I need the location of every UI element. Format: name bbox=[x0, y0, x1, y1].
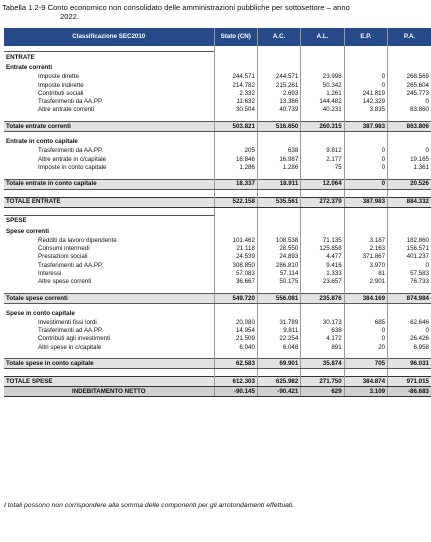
row-value-ep bbox=[344, 114, 387, 122]
row-value-al: 71.135 bbox=[301, 237, 344, 245]
row-value-pa: 62.646 bbox=[388, 319, 431, 327]
table-row bbox=[4, 269, 431, 277]
row-label: Interessi bbox=[38, 269, 62, 277]
row-value-ac bbox=[257, 227, 300, 237]
row-value-pa bbox=[388, 351, 431, 359]
row-value-pa: 884.332 bbox=[388, 197, 431, 207]
table-row bbox=[4, 172, 431, 180]
row-label: Totale spese correnti bbox=[4, 293, 214, 303]
row-value-ac bbox=[257, 172, 300, 180]
row-label: Imposte in conto capitale bbox=[38, 163, 107, 171]
table-row bbox=[4, 309, 431, 319]
row-label: Entrate correnti bbox=[6, 64, 53, 72]
row-value-stato: 14.954 bbox=[214, 327, 257, 335]
row-label: Contributi agli investimenti bbox=[38, 335, 111, 343]
table-row bbox=[4, 343, 431, 351]
table-row bbox=[4, 261, 431, 269]
row-value-ep: 0 bbox=[344, 147, 387, 155]
row-value-pa: 971.015 bbox=[388, 377, 431, 387]
table-row bbox=[4, 163, 431, 171]
row-label: Totale entrate correnti bbox=[4, 121, 214, 131]
row-label: Spese in conto capitale bbox=[6, 310, 75, 318]
row-value-ep bbox=[344, 351, 387, 359]
row-value-stato: 503.821 bbox=[214, 121, 257, 131]
row-value-stato: 57.083 bbox=[214, 269, 257, 277]
row-value-ac: 6.048 bbox=[257, 343, 300, 351]
row-value-stato: 101.462 bbox=[214, 237, 257, 245]
table-header-row bbox=[4, 28, 431, 46]
table-row bbox=[4, 73, 431, 81]
row-value-ep: 3.187 bbox=[344, 237, 387, 245]
row-label: Imposte indirette bbox=[38, 81, 84, 89]
row-value-pa: 96.031 bbox=[388, 359, 431, 369]
table-row bbox=[4, 98, 431, 106]
row-value-pa: 863.806 bbox=[388, 121, 431, 131]
table-row bbox=[4, 253, 431, 261]
row-value-pa: 0 bbox=[388, 261, 431, 269]
row-value-stato: 1.286 bbox=[214, 163, 257, 171]
row-value-stato: 244.571 bbox=[214, 73, 257, 81]
row-value-al: 23.998 bbox=[301, 73, 344, 81]
row-value-stato bbox=[214, 172, 257, 180]
table-row bbox=[4, 215, 431, 227]
row-label: Entrate in conto capitale bbox=[6, 138, 78, 146]
row-value-al: 50.342 bbox=[301, 81, 344, 89]
row-value-ac bbox=[257, 207, 300, 215]
row-value-ac: 24.893 bbox=[257, 253, 300, 261]
row-value-ac: 625.982 bbox=[257, 377, 300, 387]
row-value-al: 9.812 bbox=[301, 147, 344, 155]
row-value-pa: 1.361 bbox=[388, 163, 431, 171]
header-al: A.L. bbox=[301, 28, 344, 46]
row-value-al bbox=[301, 63, 344, 73]
row-value-ac: 9.811 bbox=[257, 327, 300, 335]
row-value-pa bbox=[388, 52, 431, 64]
row-value-pa: 156.571 bbox=[388, 245, 431, 253]
row-value-ac: 40.739 bbox=[257, 106, 300, 114]
row-value-al bbox=[301, 189, 344, 197]
row-value-ep bbox=[344, 207, 387, 215]
row-value-al bbox=[301, 309, 344, 319]
row-value-ac: 31.789 bbox=[257, 319, 300, 327]
row-label: Spese correnti bbox=[6, 227, 49, 235]
row-value-pa: 76.733 bbox=[388, 277, 431, 285]
row-value-pa: 0 bbox=[388, 327, 431, 335]
row-value-ac: 22.254 bbox=[257, 335, 300, 343]
table-row bbox=[4, 137, 431, 147]
row-value-al: 40.231 bbox=[301, 106, 344, 114]
row-value-ep bbox=[344, 369, 387, 377]
row-label: Trasferimenti da AA.PP. bbox=[38, 98, 103, 106]
table-caption bbox=[2, 3, 428, 21]
row-label bbox=[4, 189, 214, 197]
row-value-ep: 371.867 bbox=[344, 253, 387, 261]
table-row bbox=[4, 189, 431, 197]
table-row bbox=[4, 63, 431, 73]
row-label bbox=[4, 114, 214, 122]
row-value-stato bbox=[214, 351, 257, 359]
row-value-ac: 2.693 bbox=[257, 89, 300, 97]
row-value-al bbox=[301, 137, 344, 147]
table-row bbox=[4, 335, 431, 343]
row-value-ep: 685 bbox=[344, 319, 387, 327]
row-value-pa bbox=[388, 286, 431, 294]
table-body bbox=[4, 46, 431, 397]
row-value-pa: 268.569 bbox=[388, 73, 431, 81]
table-row bbox=[4, 81, 431, 89]
row-label bbox=[4, 369, 214, 377]
table-row bbox=[4, 121, 431, 131]
row-label: INDEBITAMENTO NETTO bbox=[4, 387, 214, 397]
row-value-pa bbox=[388, 189, 431, 197]
table-row bbox=[4, 52, 431, 64]
row-value-ac: 18.911 bbox=[257, 179, 300, 189]
row-label: Altre spese correnti bbox=[38, 277, 92, 285]
row-value-pa bbox=[388, 309, 431, 319]
row-value-al bbox=[301, 172, 344, 180]
header-stato: Stato (CN) bbox=[214, 28, 257, 46]
row-value-stato: 30.504 bbox=[214, 106, 257, 114]
row-value-ac: 638 bbox=[257, 147, 300, 155]
row-value-pa: 26.426 bbox=[388, 335, 431, 343]
footnote: I totali possono non corrispondere alla somma delle componenti per gli arrotondamenti effettuati. bbox=[4, 502, 295, 509]
row-value-pa: 83.860 bbox=[388, 106, 431, 114]
row-value-ac: 16.987 bbox=[257, 155, 300, 163]
table-row bbox=[4, 197, 431, 207]
row-value-al: 4.172 bbox=[301, 335, 344, 343]
row-value-ac bbox=[257, 189, 300, 197]
row-value-ep: 3.109 bbox=[344, 387, 387, 397]
row-value-stato: -90.145 bbox=[214, 387, 257, 397]
table-row bbox=[4, 245, 431, 253]
row-label: Consumi intermedi bbox=[38, 245, 90, 253]
row-label: Altri spese in c/capitale bbox=[38, 343, 102, 351]
row-value-ep: 0 bbox=[344, 179, 387, 189]
row-value-ep: 241.819 bbox=[344, 89, 387, 97]
row-value-pa bbox=[388, 137, 431, 147]
row-value-ep: 387.983 bbox=[344, 197, 387, 207]
row-value-pa: -86.683 bbox=[388, 387, 431, 397]
row-value-ep: 705 bbox=[344, 359, 387, 369]
row-value-ep: 3.970 bbox=[344, 261, 387, 269]
row-value-ep: 384.169 bbox=[344, 293, 387, 303]
table-row bbox=[4, 293, 431, 303]
row-value-al bbox=[301, 351, 344, 359]
row-value-ac: 1.286 bbox=[257, 163, 300, 171]
row-label: Investimenti fissi lordi bbox=[38, 319, 97, 327]
row-value-ep: 2.901 bbox=[344, 277, 387, 285]
row-value-pa: 6.958 bbox=[388, 343, 431, 351]
row-value-ac bbox=[257, 286, 300, 294]
row-value-al: 272.379 bbox=[301, 197, 344, 207]
row-value-pa: 20.526 bbox=[388, 179, 431, 189]
row-value-ac bbox=[257, 369, 300, 377]
row-value-al: 1.261 bbox=[301, 89, 344, 97]
row-value-al bbox=[301, 207, 344, 215]
table-row bbox=[4, 319, 431, 327]
table-row bbox=[4, 369, 431, 377]
table-row bbox=[4, 277, 431, 285]
row-value-pa bbox=[388, 227, 431, 237]
table-row bbox=[4, 179, 431, 189]
row-value-ac: 13.386 bbox=[257, 98, 300, 106]
table-row bbox=[4, 351, 431, 359]
row-value-al bbox=[301, 52, 344, 64]
table-row bbox=[4, 237, 431, 245]
row-value-ac: 535.561 bbox=[257, 197, 300, 207]
row-value-stato: 549.720 bbox=[214, 293, 257, 303]
row-value-pa: 265.604 bbox=[388, 81, 431, 89]
row-value-al: 9.416 bbox=[301, 261, 344, 269]
row-value-ac: 69.901 bbox=[257, 359, 300, 369]
row-label bbox=[4, 207, 214, 215]
row-value-stato: 6.040 bbox=[214, 343, 257, 351]
row-value-pa: 57.583 bbox=[388, 269, 431, 277]
row-value-al: 2.177 bbox=[301, 155, 344, 163]
row-value-stato: 21.118 bbox=[214, 245, 257, 253]
row-value-ac bbox=[257, 114, 300, 122]
row-value-ac bbox=[257, 52, 300, 64]
table-row bbox=[4, 227, 431, 237]
row-label: Altre entrate in c/capitale bbox=[38, 155, 107, 163]
row-value-al: 30.173 bbox=[301, 319, 344, 327]
row-value-ep: 387.983 bbox=[344, 121, 387, 131]
header-pa: P.A. bbox=[388, 28, 431, 46]
row-value-pa bbox=[388, 207, 431, 215]
row-label: TOTALE ENTRATE bbox=[4, 197, 214, 207]
row-value-ep bbox=[344, 215, 387, 227]
row-label bbox=[4, 172, 214, 180]
row-value-stato: 205 bbox=[214, 147, 257, 155]
row-value-al: 75 bbox=[301, 163, 344, 171]
row-value-al: 12.064 bbox=[301, 179, 344, 189]
table-row bbox=[4, 114, 431, 122]
row-value-ep bbox=[344, 189, 387, 197]
row-value-ep bbox=[344, 286, 387, 294]
caption-line-2: 2022. bbox=[60, 12, 80, 21]
row-label: Contributi sociali bbox=[38, 89, 84, 97]
row-value-ep: 0 bbox=[344, 73, 387, 81]
row-value-stato bbox=[214, 63, 257, 73]
row-value-stato bbox=[214, 369, 257, 377]
row-value-ep: 0 bbox=[344, 155, 387, 163]
row-value-stato bbox=[214, 215, 257, 227]
row-value-ep: 142.329 bbox=[344, 98, 387, 106]
row-value-ep: 20 bbox=[344, 343, 387, 351]
row-value-stato: 214.782 bbox=[214, 81, 257, 89]
row-value-al: 891 bbox=[301, 343, 344, 351]
row-value-stato: 20.080 bbox=[214, 319, 257, 327]
row-value-ep: 0 bbox=[344, 335, 387, 343]
row-value-pa bbox=[388, 63, 431, 73]
row-value-ep: 384.874 bbox=[344, 377, 387, 387]
row-value-ac: 28.550 bbox=[257, 245, 300, 253]
row-label bbox=[4, 351, 214, 359]
row-label: Totale entrate in conto capitale bbox=[4, 179, 214, 189]
row-value-ac: 215.261 bbox=[257, 81, 300, 89]
economic-account-table bbox=[4, 28, 431, 397]
table-row bbox=[4, 286, 431, 294]
header-ep: E.P. bbox=[344, 28, 387, 46]
row-value-stato bbox=[214, 227, 257, 237]
row-label: Prestazioni sociali bbox=[38, 253, 88, 261]
row-label: SPESE bbox=[4, 215, 214, 227]
row-value-ep: 0 bbox=[344, 327, 387, 335]
row-value-al bbox=[301, 114, 344, 122]
row-label: Altre entrate correnti bbox=[38, 106, 95, 114]
row-value-al: 125.858 bbox=[301, 245, 344, 253]
row-value-pa: 19.165 bbox=[388, 155, 431, 163]
row-value-stato bbox=[214, 309, 257, 319]
row-value-ep: 81 bbox=[344, 269, 387, 277]
row-value-ac: 556.081 bbox=[257, 293, 300, 303]
row-value-stato bbox=[214, 52, 257, 64]
header-ac: A.C. bbox=[257, 28, 300, 46]
row-value-stato: 11.632 bbox=[214, 98, 257, 106]
row-value-stato: 308.850 bbox=[214, 261, 257, 269]
row-value-stato bbox=[214, 137, 257, 147]
row-label: Imposte dirette bbox=[38, 73, 79, 81]
row-label: Redditi da lavoro dipendente bbox=[38, 236, 117, 244]
row-value-al bbox=[301, 369, 344, 377]
row-value-al: 1.333 bbox=[301, 269, 344, 277]
row-value-stato: 24.539 bbox=[214, 253, 257, 261]
row-value-ac: 244.571 bbox=[257, 73, 300, 81]
header-classificazione: Classificazione SEC2010 bbox=[4, 28, 214, 46]
row-value-pa: 874.984 bbox=[388, 293, 431, 303]
row-value-ac bbox=[257, 215, 300, 227]
caption-line-1: Tabella 1.2-9 Conto economico non consolidato delle amministrazioni pubbliche per sottosettore – anno bbox=[2, 3, 350, 12]
row-value-stato: 36.667 bbox=[214, 277, 257, 285]
row-value-pa bbox=[388, 369, 431, 377]
row-value-ep: 2.163 bbox=[344, 245, 387, 253]
row-value-stato: 21.509 bbox=[214, 335, 257, 343]
row-value-ep bbox=[344, 63, 387, 73]
row-value-al: 271.750 bbox=[301, 377, 344, 387]
row-value-stato: 612.303 bbox=[214, 377, 257, 387]
row-label: Trasferimenti da AA.PP. bbox=[38, 147, 103, 155]
table-row bbox=[4, 377, 431, 387]
row-value-al: 235.876 bbox=[301, 293, 344, 303]
row-value-pa: 245.773 bbox=[388, 89, 431, 97]
table-row bbox=[4, 147, 431, 155]
row-value-al: 35.874 bbox=[301, 359, 344, 369]
row-value-ep bbox=[344, 52, 387, 64]
table-row bbox=[4, 89, 431, 97]
row-value-stato: 16.846 bbox=[214, 155, 257, 163]
table-row bbox=[4, 327, 431, 335]
row-value-ac bbox=[257, 351, 300, 359]
row-value-ep bbox=[344, 309, 387, 319]
row-value-ac bbox=[257, 63, 300, 73]
row-value-stato bbox=[214, 189, 257, 197]
row-value-ac: 57.114 bbox=[257, 269, 300, 277]
row-value-pa: 0 bbox=[388, 147, 431, 155]
row-value-al: 23.657 bbox=[301, 277, 344, 285]
row-value-al: 629 bbox=[301, 387, 344, 397]
row-label bbox=[4, 286, 214, 294]
row-value-stato bbox=[214, 286, 257, 294]
row-value-pa bbox=[388, 114, 431, 122]
row-value-ac: 50.175 bbox=[257, 277, 300, 285]
row-value-stato: 62.583 bbox=[214, 359, 257, 369]
row-value-al: 638 bbox=[301, 327, 344, 335]
row-value-ep bbox=[344, 227, 387, 237]
row-value-ep: 3.835 bbox=[344, 106, 387, 114]
row-value-ac: 108.538 bbox=[257, 237, 300, 245]
row-value-al bbox=[301, 286, 344, 294]
row-value-al: 144.482 bbox=[301, 98, 344, 106]
row-value-al: 4.477 bbox=[301, 253, 344, 261]
row-value-al bbox=[301, 215, 344, 227]
row-value-al bbox=[301, 227, 344, 237]
row-value-pa bbox=[388, 172, 431, 180]
table-row bbox=[4, 155, 431, 163]
row-value-stato: 522.158 bbox=[214, 197, 257, 207]
row-value-pa: 0 bbox=[388, 98, 431, 106]
row-value-ep bbox=[344, 137, 387, 147]
table-row bbox=[4, 106, 431, 114]
table-row bbox=[4, 387, 431, 397]
row-value-stato bbox=[214, 207, 257, 215]
row-value-ep bbox=[344, 172, 387, 180]
table-row bbox=[4, 207, 431, 215]
row-value-ac: 516.650 bbox=[257, 121, 300, 131]
row-label: Trasferimenti ad AA.PP. bbox=[38, 327, 103, 335]
row-value-al: 260.315 bbox=[301, 121, 344, 131]
table-row bbox=[4, 359, 431, 369]
row-value-ac bbox=[257, 137, 300, 147]
row-value-stato bbox=[214, 114, 257, 122]
row-value-stato: 18.337 bbox=[214, 179, 257, 189]
row-value-stato: 2.332 bbox=[214, 89, 257, 97]
row-label: TOTALE SPESE bbox=[4, 377, 214, 387]
row-value-pa: 401.237 bbox=[388, 253, 431, 261]
row-value-ac bbox=[257, 309, 300, 319]
row-label: Trasferimenti ad AA.PP. bbox=[38, 261, 103, 269]
row-label: ENTRATE bbox=[4, 52, 214, 64]
row-label: Totale spese in conto capitale bbox=[4, 359, 214, 369]
row-value-ac: 286.810 bbox=[257, 261, 300, 269]
row-value-ac: -90.421 bbox=[257, 387, 300, 397]
row-value-pa: 182.860 bbox=[388, 237, 431, 245]
row-value-pa bbox=[388, 215, 431, 227]
row-value-ep: 0 bbox=[344, 163, 387, 171]
row-value-ep: 0 bbox=[344, 81, 387, 89]
